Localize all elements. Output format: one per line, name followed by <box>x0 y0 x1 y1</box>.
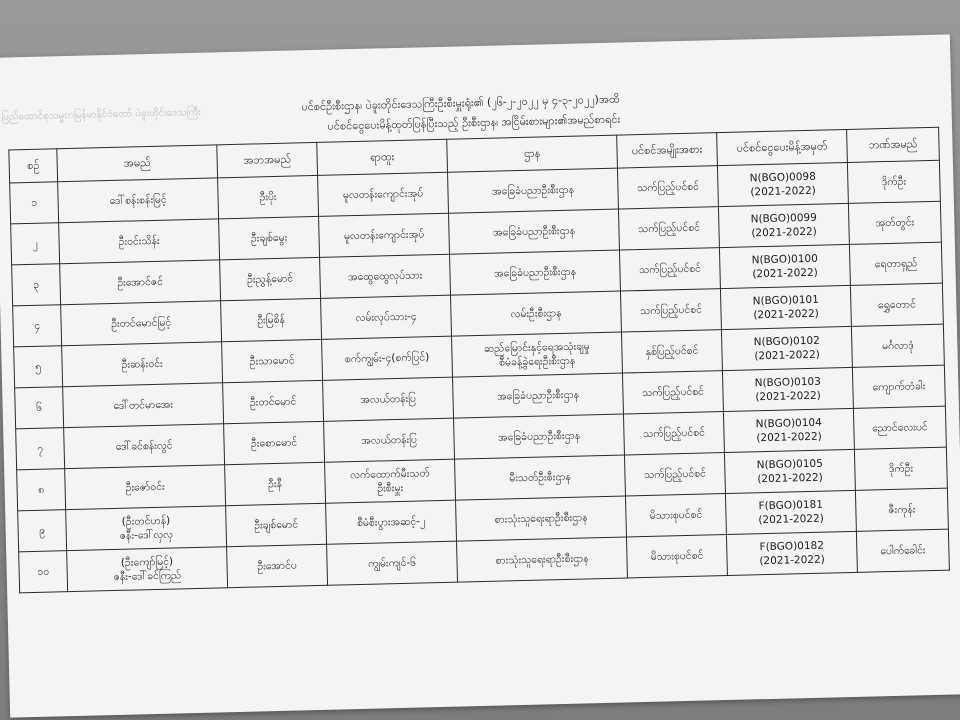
cell-serial: ၂ <box>11 223 60 265</box>
cell-order-number <box>725 490 856 534</box>
cell-department-line: လမ်းဦးစီးဌာန <box>510 306 562 321</box>
cell-department-line: ဆည်မြောင်းနှင့်ရေအသုံးချမှု <box>483 340 590 355</box>
cell-father-name: ဦးချစ်မောင် <box>226 503 327 546</box>
cell-position <box>321 295 452 339</box>
cell-position <box>322 336 453 380</box>
header-department: ဌာန <box>447 135 618 172</box>
cell-pension-type: သက်ပြည့်ပင်စင် <box>619 248 720 291</box>
cell-position-line: မူလတန်းကျောင်းအုပ် <box>342 187 424 202</box>
cell-name <box>64 424 225 469</box>
cell-order-number-line: (2021-2022) <box>754 348 820 363</box>
cell-position-line: အလယ်တန်းပြ <box>361 433 418 447</box>
cell-department-line: အခြေခံပညာဦးစီးဌာန <box>493 265 577 280</box>
cell-department-line: စီမံခန့်ခွဲရေးဦးစီးဌာန <box>498 354 576 369</box>
header-name: အမည် <box>57 145 218 182</box>
cell-department-line: အခြေခံပညာဦးစီးဌာန <box>496 388 580 403</box>
cell-position-line: မူလတန်းကျောင်းအုပ် <box>343 228 425 243</box>
cell-name <box>61 301 222 346</box>
cell-position-line: အလယ်တန်းပြ <box>360 392 417 406</box>
cell-position-line: စီမံစီးပွားအဆင့်-၂ <box>356 515 426 530</box>
cell-department <box>457 537 628 582</box>
cell-order-number-line: (2021-2022) <box>759 553 825 568</box>
cell-department <box>456 496 627 541</box>
cell-name-line: ဦးဆန်းဝင်း <box>121 357 163 371</box>
cell-department <box>449 209 620 254</box>
cell-name-line: ဒေါ်တင်မာအေး <box>113 398 173 412</box>
cell-pension-type: မိသားစုပင်စင် <box>626 535 727 578</box>
cell-department <box>452 332 623 377</box>
cell-pension-type: သက်ပြည့်ပင်စင် <box>618 207 719 250</box>
cell-department-line: အခြေခံပညာဦးစီးဌာန <box>492 224 576 239</box>
cell-position <box>319 213 450 257</box>
cell-order-number-line: N(BGO)0098 <box>749 170 816 185</box>
cell-father-name: ဦးတင်မောင် <box>223 380 324 423</box>
cell-position-line: ကျွမ်းကျင်-၆ <box>367 556 417 570</box>
cell-name <box>60 260 221 305</box>
cell-order-number-line: (2021-2022) <box>758 512 824 527</box>
cell-name <box>63 383 224 428</box>
cell-order-number-line: (2021-2022) <box>750 184 816 199</box>
cell-pension-type: မိသားစုပင်စင် <box>625 494 726 537</box>
cell-father-name: ဦးပိုး <box>218 175 319 218</box>
cell-serial: ၄ <box>13 305 62 347</box>
cell-position <box>325 459 456 503</box>
cell-order-number <box>717 162 848 206</box>
cell-serial: ၉ <box>18 510 67 552</box>
cell-order-number-line: (2021-2022) <box>753 307 819 322</box>
header-position: ရာထူး <box>317 139 448 175</box>
cell-serial: ၇ <box>16 428 65 470</box>
header-order-number: ပင်စင်ငွေပေးမိန့်အမှတ် <box>717 129 848 165</box>
cell-order-number-line: N(BGO)0101 <box>752 293 819 308</box>
cell-pension-type: သက်ပြည့်ပင်စင် <box>623 412 724 455</box>
header-bank: ဘဏ်အမည် <box>847 127 940 162</box>
pensioner-table <box>8 127 950 594</box>
cell-bank: ပေါက်ခေါင်း <box>856 529 949 572</box>
cell-name <box>59 219 220 264</box>
cell-name <box>65 465 226 510</box>
cell-department-line: အခြေခံပညာဦးစီးဌာန <box>497 429 581 444</box>
cell-order-number-line: N(BGO)0104 <box>755 416 822 431</box>
cell-bank: ရွှေတောင် <box>850 283 943 326</box>
cell-order-number-line: N(BGO)0100 <box>751 252 818 267</box>
cell-name <box>62 342 223 387</box>
cell-name-line: ဦးဝင်းသိန်း <box>118 234 160 248</box>
cell-order-number-line: F(BGO)0181 <box>758 498 824 513</box>
faded-letterhead: ပြည်ထောင်စုသမ္မတမြန်မာနိုင်ငံတော် ပဲခူးတိုင်းဒေသကြီး <box>1 106 201 123</box>
cell-department <box>453 373 624 418</box>
cell-pension-type: သက်ပြည့်ပင်စင် <box>624 453 725 496</box>
cell-name-line: ဇနီး-ဒေါ်ခင်ကြည် <box>113 569 182 584</box>
cell-order-number <box>719 244 850 288</box>
cell-serial: ၁ <box>10 182 59 224</box>
cell-position <box>326 500 457 544</box>
cell-name-line: (ဦးကျော်မြင့်) <box>120 555 174 569</box>
cell-bank: ဒိုက်ဦး <box>847 160 940 203</box>
cell-position-line: ဦးစီးမှူး <box>377 481 404 495</box>
cell-position-line: စက်ကျွမ်း-၄(စက်ပြင်) <box>344 351 430 366</box>
cell-bank: ရေတာရှည် <box>849 242 942 285</box>
cell-position-line: အထွေထွေလုပ်သား <box>347 269 423 284</box>
cell-department <box>448 168 619 213</box>
header-pension-type: ပင်စင်အမျိုးအစား <box>617 133 718 168</box>
cell-position <box>324 418 455 462</box>
cell-pension-type: နှစ်ပြည့်ပင်စင် <box>621 330 722 373</box>
cell-order-number-line: (2021-2022) <box>755 389 821 404</box>
cell-department <box>451 291 622 336</box>
document-paper <box>0 34 960 717</box>
cell-order-number <box>724 449 855 493</box>
cell-bank: အုတ်တွင်း <box>848 201 941 244</box>
cell-order-number-line: (2021-2022) <box>756 430 822 445</box>
cell-name <box>67 547 228 592</box>
cell-department <box>454 414 625 459</box>
cell-department-line: စားသုံးသူရေးရာဦးစီးဌာန <box>494 511 588 526</box>
cell-order-number-line: N(BGO)0105 <box>756 457 823 472</box>
header-serial: စဉ် <box>9 149 58 183</box>
cell-bank: ဇီးကုန်း <box>855 488 948 531</box>
cell-father-name: ဦးစောမောင် <box>224 421 325 464</box>
cell-name-line: ဦးအောင်ဇင် <box>117 275 164 289</box>
cell-pension-type: သက်ပြည့်ပင်စင် <box>620 289 721 332</box>
cell-order-number-line: N(BGO)0102 <box>753 334 820 349</box>
cell-position <box>327 541 458 585</box>
cell-position <box>323 377 454 421</box>
table-body <box>10 160 950 593</box>
cell-position-line: လက်ထောက်မီးသတ် <box>349 467 430 482</box>
cell-order-number-line: (2021-2022) <box>752 266 818 281</box>
cell-name-line: ဒေါ်စန်းစန်းမြင့် <box>109 193 167 207</box>
cell-father-name: ဦးညွန့်မောင် <box>220 257 321 300</box>
cell-position <box>318 172 449 216</box>
cell-position-line: လမ်းလုပ်သား-၄ <box>355 310 417 325</box>
header-father-name: အဘအမည် <box>217 142 318 177</box>
cell-name <box>58 178 219 223</box>
cell-father-name: ဦးမြစိန် <box>221 298 322 341</box>
cell-position <box>320 254 451 298</box>
cell-order-number <box>722 367 853 411</box>
cell-department-line: စားသုံးသူရေးရာဦးစီးဌာန <box>495 552 589 567</box>
cell-department <box>455 455 626 500</box>
cell-father-name: ဦးသာမောင် <box>222 339 323 382</box>
cell-order-number-line: F(BGO)0182 <box>759 539 825 554</box>
cell-order-number <box>718 203 849 247</box>
cell-name-line: ဦးဇော်ဝင်း <box>125 480 165 494</box>
cell-father-name: ဦးနီ <box>225 462 326 505</box>
cell-bank: ညောင်လေးပင် <box>853 406 946 449</box>
cell-father-name: ဦးအောင်ပ <box>227 544 328 587</box>
cell-order-number-line: N(BGO)0103 <box>754 375 821 390</box>
cell-name-line: (ဦးတင်ဟန်) <box>121 514 171 528</box>
cell-order-number-line: (2021-2022) <box>757 471 823 486</box>
cell-department-line: အခြေခံပညာဦးစီးဌာန <box>491 183 575 198</box>
cell-bank: မင်္ဂလာဒုံ <box>851 324 944 367</box>
cell-department <box>450 250 621 295</box>
cell-serial: ၃ <box>12 264 61 306</box>
cell-order-number <box>721 326 852 370</box>
cell-pension-type: သက်ပြည့်ပင်စင် <box>617 166 718 209</box>
cell-serial: ၁၀ <box>19 551 68 593</box>
cell-pension-type: သက်ပြည့်ပင်စင် <box>622 371 723 414</box>
cell-order-number <box>723 408 854 452</box>
cell-serial: ၈ <box>17 469 66 511</box>
cell-serial: ၅ <box>14 346 63 388</box>
cell-order-number-line: (2021-2022) <box>751 225 817 240</box>
cell-department-line: မီးသတ်ဦးစီးဌာန <box>509 470 571 485</box>
cell-name-line: ဦးတင်မောင်မြင့် <box>110 316 172 330</box>
cell-serial: ၆ <box>15 387 64 429</box>
cell-order-number <box>720 285 851 329</box>
cell-name <box>66 506 227 551</box>
cell-father-name: ဦးချစ်မွေး <box>219 216 320 259</box>
document-title-line-2: ပင်စင်ငွေပေးမိန့်ထုတ်ပြန်ပြီးသည့် ဦးစီးဌာန၊ အငြိမ်းစားများ၏အမည်စာရင်း <box>327 112 621 133</box>
cell-order-number <box>726 531 857 575</box>
cell-name-line: ဒေါ်ခင်စန်းလွင် <box>115 439 173 453</box>
cell-name-line: ဇနီး-ဒေါ်လှလှ <box>119 528 174 542</box>
cell-bank: ကျောက်တံခါး <box>852 365 945 408</box>
cell-bank: ဒိုက်ဦး <box>854 447 947 490</box>
cell-order-number-line: N(BGO)0099 <box>750 211 817 226</box>
document-title-line-1: ပင်စင်ဦးစီးဌာန၊ ပဲခူးတိုင်းဒေသကြီးဦးစီးမှူးရုံး၏ (၂၆-၂-၂၀၂၂ မှ ၄-၃-၂၀၂၂)အထိ <box>301 92 620 114</box>
